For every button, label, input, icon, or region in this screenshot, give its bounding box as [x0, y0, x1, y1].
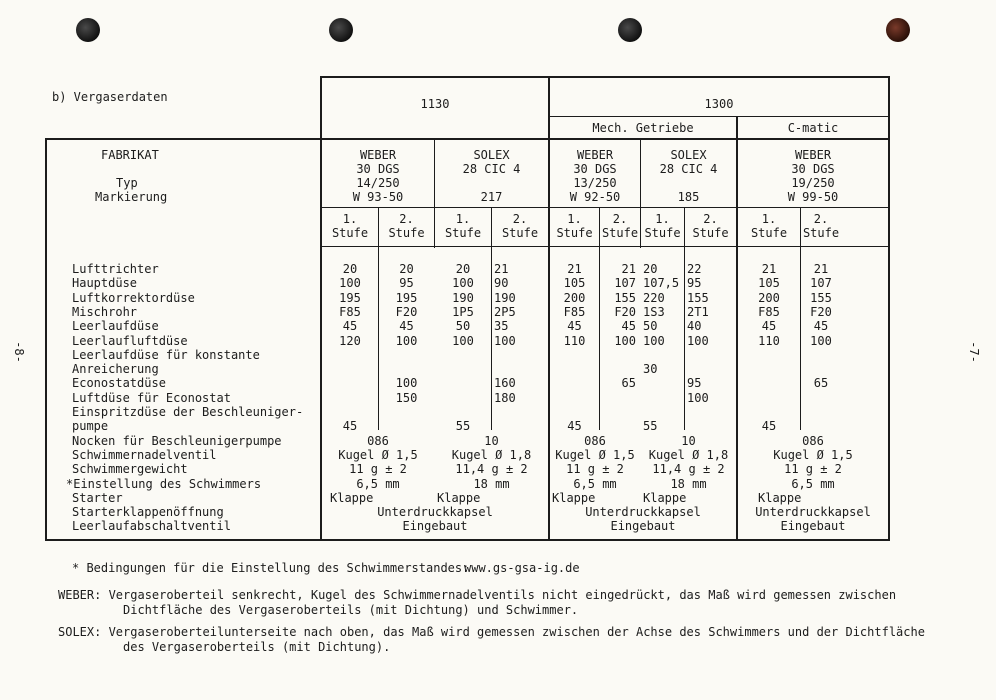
- value-cell: F85: [339, 304, 361, 319]
- value-cell: 100: [395, 333, 418, 348]
- value-cell: 2T1: [687, 304, 709, 319]
- row-label: Schwimmergewicht: [72, 462, 188, 477]
- value-cell: 21: [567, 262, 582, 276]
- value-cell: 120: [339, 333, 361, 348]
- row-label: Einspritzdüse der Beschleuniger-: [72, 405, 304, 419]
- value-cell: 20: [643, 262, 658, 276]
- row-label: Hauptdüse: [72, 276, 138, 291]
- label-fabrikat: FABRIKAT: [101, 148, 159, 162]
- value-cell: 105: [563, 276, 586, 291]
- footnote-star: * Bedingungen für die Einstellung des Schwimmerstandes:: [72, 561, 470, 575]
- row-label: Leerlaufabschaltventil: [72, 519, 231, 534]
- span-cell: 11 g ± 2: [784, 462, 842, 477]
- value-cell: 65: [621, 376, 636, 391]
- header-mech: Mech. Getriebe: [592, 121, 694, 135]
- span-cell: Klappe: [330, 490, 374, 505]
- span-cell: 11,4 g ± 2: [652, 462, 725, 477]
- span-cell: Kugel Ø 1,5: [555, 447, 635, 462]
- value-cell: 195: [339, 290, 361, 305]
- header-cmatic: C-matic: [787, 121, 839, 135]
- value-cell: F20: [395, 304, 418, 319]
- span-cell: 11 g ± 2: [566, 462, 624, 477]
- value-cell: 110: [563, 333, 586, 348]
- row-label: Nocken für Beschleunigerpumpe: [72, 433, 282, 448]
- value-cell: 20: [342, 262, 358, 276]
- span-cell: 18 mm: [473, 476, 510, 491]
- value-cell: 35: [494, 319, 509, 334]
- span-cell: Eingebaut: [610, 519, 676, 534]
- note-weber-2: Dichtfläche des Vergaseroberteils (mit Dichtung) und Schwimmer.: [123, 603, 579, 617]
- footnote-url: www.gs-gsa-ig.de: [464, 561, 580, 575]
- row-label: Schwimmernadelventil: [72, 447, 217, 462]
- span-cell: Eingebaut: [402, 519, 468, 534]
- value-cell: 155: [687, 290, 709, 305]
- note-solex-1: SOLEX: Vergaseroberteilunterseite nach oben, das Maß wird gemessen zwischen der Achse des Schwimmers und der Dichtfläche: [58, 625, 925, 639]
- value-cell: 190: [494, 290, 516, 305]
- value-cell: 100: [494, 333, 516, 348]
- value-cell: 200: [563, 290, 586, 305]
- span-cell: Kugel Ø 1,8: [451, 447, 532, 462]
- row-label: pumpe: [72, 419, 109, 434]
- value-cell: 95: [399, 276, 414, 291]
- punch-hole: [76, 18, 100, 42]
- label-markierung: Markierung: [95, 190, 168, 204]
- value-cell: 160: [494, 376, 516, 391]
- value-cell: 155: [810, 290, 832, 305]
- value-cell: 95: [687, 376, 702, 391]
- value-cell: 1S3: [643, 304, 665, 319]
- value-cell: 55: [455, 419, 471, 434]
- value-cell: 21: [621, 262, 636, 276]
- value-cell: 55: [643, 419, 658, 434]
- row-label: Leerlaufdüse: [72, 319, 159, 334]
- row-label: Econostatdüse: [72, 376, 166, 391]
- span-cell: Unterdruckkapsel: [755, 505, 871, 520]
- header-1300: 1300: [704, 97, 734, 111]
- value-cell: 110: [758, 333, 780, 348]
- label-typ: Typ: [116, 176, 138, 190]
- value-cell: 180: [494, 390, 516, 405]
- span-cell: 11,4 g ± 2: [455, 462, 528, 477]
- span-cell: Unterdruckkapsel: [377, 505, 493, 520]
- value-cell: 21: [761, 262, 777, 276]
- span-cell: 086: [802, 433, 824, 448]
- value-cell: 21: [494, 262, 509, 276]
- value-cell: F85: [758, 304, 780, 319]
- value-cell: 220: [643, 290, 665, 305]
- value-cell: 50: [643, 319, 658, 334]
- value-cell: 100: [452, 333, 474, 348]
- value-cell: 100: [643, 333, 665, 348]
- span-cell: Kugel Ø 1,5: [773, 447, 853, 462]
- row-label: Starter: [72, 490, 123, 505]
- value-cell: 150: [395, 390, 418, 405]
- span-cell: Kugel Ø 1,5: [338, 447, 418, 462]
- value-cell: 155: [614, 290, 636, 305]
- value-cell: 45: [342, 319, 358, 334]
- value-cell: 107: [614, 276, 636, 291]
- value-cell: 40: [687, 319, 702, 334]
- span-cell: 086: [367, 433, 389, 448]
- row-label: Lufttrichter: [72, 262, 159, 276]
- value-cell: 105: [758, 276, 780, 291]
- row-label: *Einstellung des Schwimmers: [66, 476, 262, 491]
- row-label: Luftdüse für Econostat: [72, 390, 231, 405]
- value-cell: 195: [395, 290, 418, 305]
- value-cell: 65: [813, 376, 829, 391]
- value-cell: 20: [455, 262, 471, 276]
- row-label: Luftkorrektordüse: [72, 290, 195, 305]
- value-cell: 20: [399, 262, 414, 276]
- value-cell: 21: [813, 262, 829, 276]
- span-cell: 10: [484, 433, 499, 448]
- span-cell: Kugel Ø 1,8: [648, 447, 729, 462]
- span-cell: 18 mm: [670, 476, 707, 491]
- page-number-left: -8-: [11, 341, 26, 363]
- value-cell: 45: [621, 319, 636, 334]
- punch-hole: [886, 18, 910, 42]
- value-cell: 100: [614, 333, 636, 348]
- value-cell: 1P5: [452, 304, 474, 319]
- value-cell: 200: [758, 290, 780, 305]
- row-label: Anreicherung: [72, 362, 159, 377]
- row-label: Starterklappenöffnung: [72, 505, 224, 520]
- value-cell: 90: [494, 276, 509, 291]
- value-cell: F20: [614, 304, 636, 319]
- value-cell: 100: [687, 333, 709, 348]
- row-label: Leerlaufdüse für konstante: [72, 347, 260, 362]
- value-cell: 100: [810, 333, 832, 348]
- punch-hole: [329, 18, 353, 42]
- span-cell: Eingebaut: [780, 519, 846, 534]
- value-cell: 100: [452, 276, 474, 291]
- page-number-right: -7-: [966, 341, 981, 363]
- row-label: Mischrohr: [72, 304, 138, 319]
- header-1130: 1130: [420, 97, 450, 111]
- span-cell: Klappe: [643, 490, 687, 505]
- value-cell: 107: [810, 276, 832, 291]
- span-cell: Klappe: [552, 490, 596, 505]
- value-cell: 45: [342, 419, 358, 434]
- value-cell: 95: [687, 276, 702, 291]
- value-cell: 2P5: [494, 304, 516, 319]
- span-cell: Klappe: [758, 490, 802, 505]
- value-cell: 100: [339, 276, 361, 291]
- value-cell: 30: [643, 362, 658, 377]
- span-cell: 6,5 mm: [356, 476, 400, 491]
- punch-hole: [618, 18, 642, 42]
- value-cell: 45: [567, 319, 582, 334]
- value-cell: F20: [810, 304, 832, 319]
- value-cell: 100: [687, 390, 709, 405]
- span-cell: Unterdruckkapsel: [585, 505, 701, 520]
- value-cell: 45: [399, 319, 414, 334]
- span-cell: 6,5 mm: [791, 476, 835, 491]
- span-cell: 6,5 mm: [573, 476, 617, 491]
- note-solex-2: des Vergaseroberteils (mit Dichtung).: [123, 640, 391, 654]
- span-cell: 11 g ± 2: [349, 462, 407, 477]
- value-cell: 50: [455, 319, 471, 334]
- span-cell: 10: [681, 433, 696, 448]
- value-cell: 100: [395, 376, 418, 391]
- section-title: b) Vergaserdaten: [52, 90, 168, 104]
- value-cell: 45: [761, 319, 777, 334]
- span-cell: 086: [584, 433, 606, 448]
- value-cell: 45: [813, 319, 829, 334]
- value-cell: 190: [452, 290, 474, 305]
- value-cell: 45: [567, 419, 582, 434]
- row-label: Leerlaufluftdüse: [72, 333, 188, 348]
- span-cell: Klappe: [437, 490, 481, 505]
- note-weber-1: WEBER: Vergaseroberteil senkrecht, Kugel des Schwimmernadelventils nicht eingedrückt, das Maß wird gemessen zwischen: [58, 588, 897, 602]
- value-cell: 107,5: [643, 276, 680, 291]
- value-cell: 22: [687, 262, 702, 276]
- value-cell: 45: [761, 419, 777, 434]
- value-cell: F85: [563, 304, 586, 319]
